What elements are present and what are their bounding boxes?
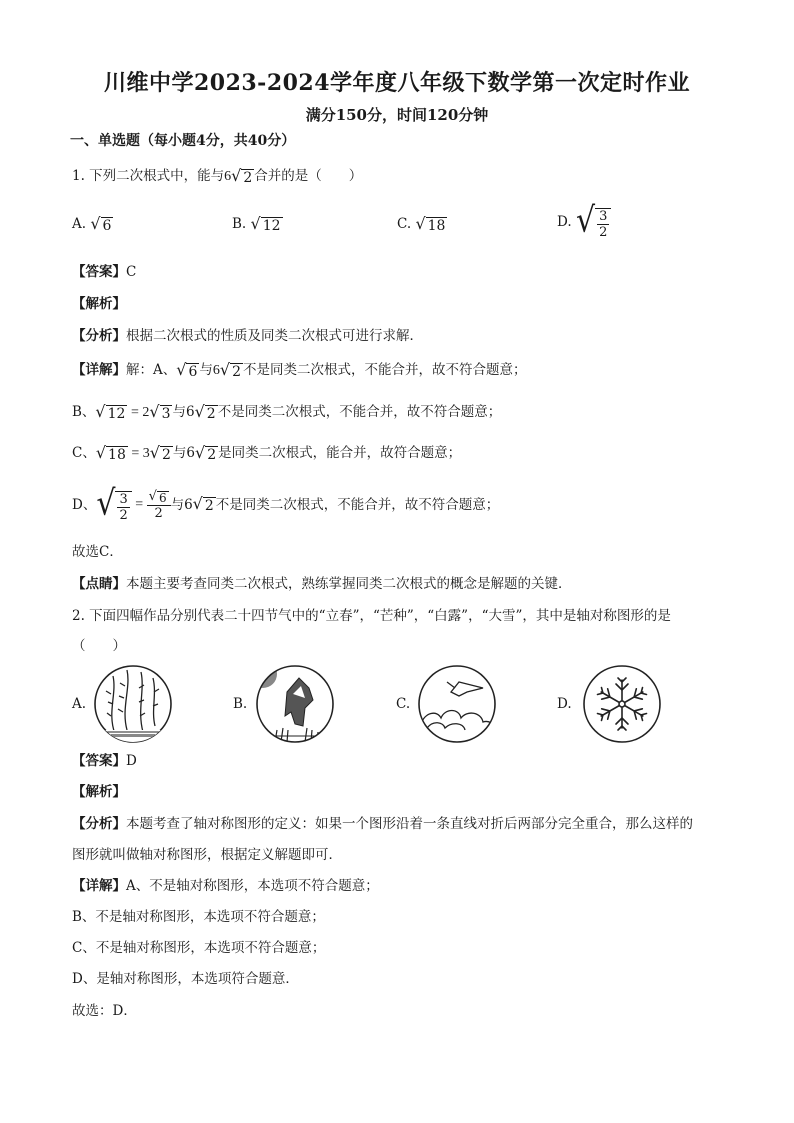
q1-detail-d: D、 √ $\frac{3}{2}$ = √ 6 2 与6 √ 2 不是同类二次根式，不能合并，故不符合题意； <box>72 483 500 524</box>
page-title: 川维中学2023-2024学年度八年级下数学第一次定时作业 <box>103 70 691 96</box>
q2-option-b-label: B. <box>233 696 248 712</box>
q2-detail-d: D、是轴对称图形，本选项符合题意． <box>72 971 299 987</box>
q1-detail-a: 【详解】解：A、 √ 6 与6 √ 2 不是同类二次根式，不能合并，故不符合题意； <box>72 359 527 380</box>
bird-cloud-figure <box>417 664 497 744</box>
q2-option-d-label: D. <box>557 696 572 712</box>
q1-fenxi: 【分析】根据二次根式的性质及同类二次根式可进行求解． <box>72 328 423 344</box>
section-heading: 一、单选题（每小题4分，共40分） <box>70 133 296 149</box>
q1-answer: 【答案】C <box>72 264 137 280</box>
q2-detail-b: B、不是轴对称图形，本选项不符合题意； <box>72 909 325 925</box>
q2-fenxi: 【分析】本题考查了轴对称图形的定义：如果一个图形沿着一条直线对折后两部分完全重合，那么这样的 <box>72 816 693 832</box>
q2-detail-c: C、不是轴对称图形，本选项不符合题意； <box>72 940 326 956</box>
q2-answer: 【答案】D <box>72 753 137 769</box>
q1-option-c: C. √ 18 <box>397 213 446 234</box>
q1-detail-b: B、 √ 12 = 2 √ 3 与6 √ 2 不是同类二次根式，不能合并，故不符合题意； <box>72 401 502 422</box>
q2-conclusion: 故选：D． <box>72 1003 137 1019</box>
snowflake-figure <box>582 664 662 744</box>
q1-option-a: A. √ 6 <box>72 213 112 234</box>
q2-stem-paren: （ ） <box>72 638 126 654</box>
q1-option-d: D. √ $\frac{3}{2}$ <box>557 204 611 240</box>
q2-fenxi-cont: 图形就叫做轴对称图形，根据定义解题即可． <box>72 847 342 863</box>
q2-stem: 2. 下面四幅作品分别代表二十四节气中的“立春”，“芒种”，“白露”，“大雪”，其中是轴对称图形的是 <box>72 608 671 624</box>
q1-stem: 1. 下列二次根式中，能与6 √ 2 合并的是（ ） <box>72 165 363 186</box>
exam-subtitle: 满分150分，时间120分钟 <box>305 106 489 124</box>
q1-analysis-label: 【解析】 <box>72 296 126 312</box>
q2-analysis-label: 【解析】 <box>72 784 126 800</box>
q1-option-b: B. √ 12 <box>232 213 281 234</box>
q1-dianjing: 【点睛】本题主要考查同类二次根式，熟练掌握同类二次根式的概念是解题的关键． <box>72 576 572 592</box>
grain-figure <box>255 664 335 744</box>
willow-figure <box>93 664 173 744</box>
q2-option-a-label: A. <box>72 696 87 712</box>
q1-conclusion: 故选C． <box>72 544 123 560</box>
q1-detail-c: C、 √ 18 = 3 √ 2 与6 √ 2 是同类二次根式，能合并，故符合题意； <box>72 442 462 463</box>
q2-option-c-label: C. <box>396 696 411 712</box>
q2-detail-a: 【详解】A、不是轴对称图形，本选项不符合题意； <box>72 878 379 894</box>
